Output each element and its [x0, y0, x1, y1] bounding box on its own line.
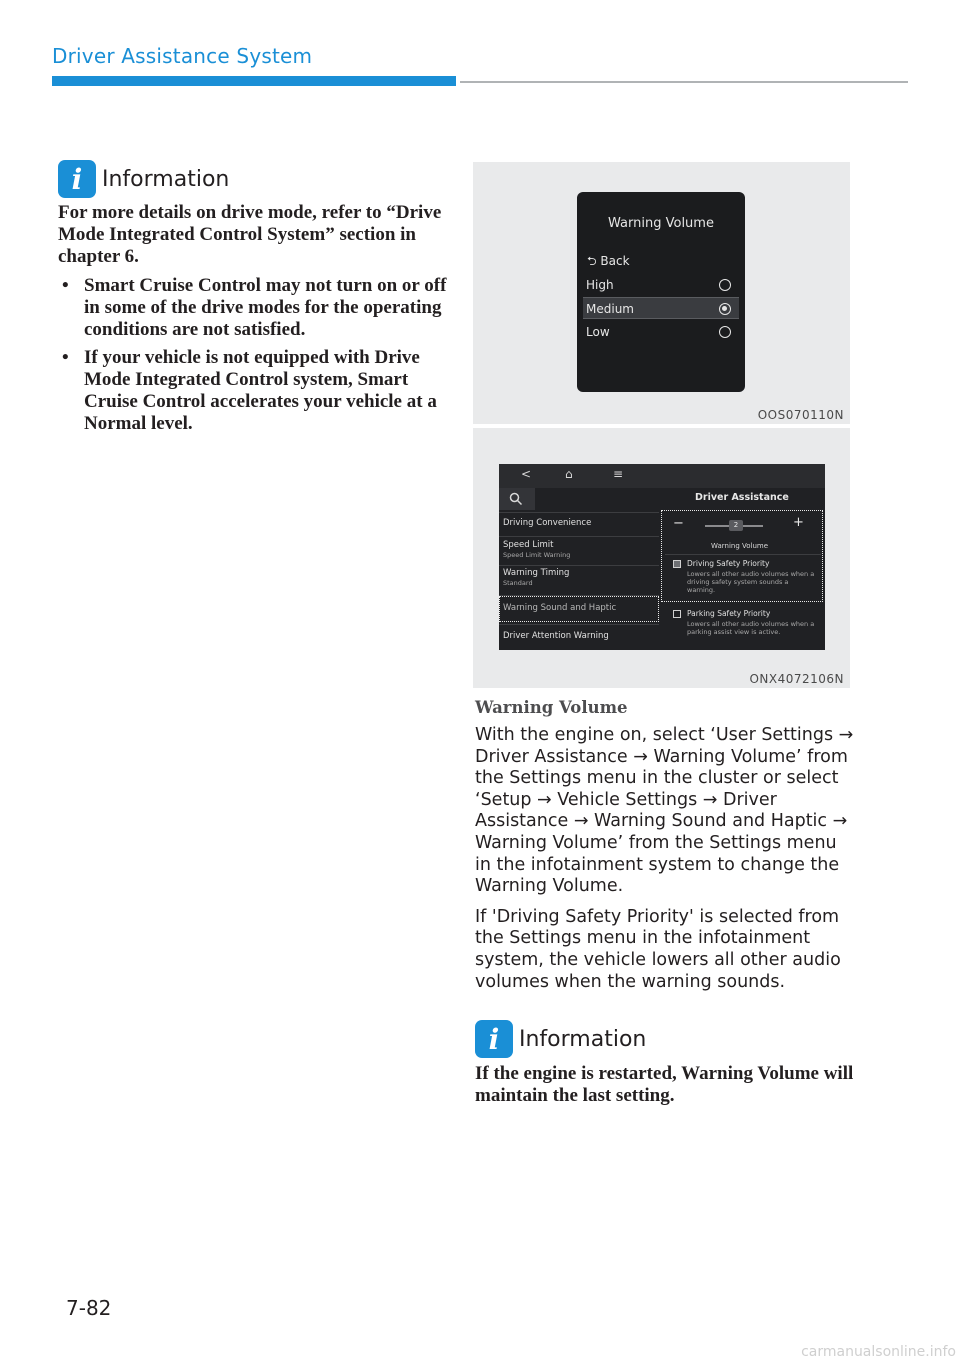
driving-safety-desc: Lowers all other audio volumes when a driving safety system sounds a warning.	[687, 570, 815, 594]
info-bullet-list	[58, 275, 448, 435]
menu-label: Warning Timing	[503, 568, 570, 578]
info-label: Information	[519, 1026, 647, 1052]
volume-value: 2	[729, 520, 743, 531]
list-item	[58, 275, 448, 341]
info-icon: i	[58, 160, 96, 198]
parking-safety-label: Parking Safety Priority	[687, 609, 771, 618]
menu-label: Driving Convenience	[503, 518, 592, 528]
driving-safety-label: Driving Safety Priority	[687, 559, 770, 568]
option-label: High	[586, 278, 614, 292]
header-rule	[460, 81, 908, 83]
bullet-text: If your vehicle is not equipped with Drive Mode Integrated Control system, Smart Cruise Control accelerates your vehicle at a Normal level.	[84, 347, 437, 434]
minus-icon: −	[673, 516, 684, 531]
menu-icon: ≡	[613, 467, 624, 481]
option-medium	[583, 297, 739, 319]
highlight-volume-panel	[661, 510, 823, 602]
plus-icon: +	[793, 515, 804, 530]
checkbox-icon	[673, 610, 681, 618]
figure-code: ONX4072106N	[749, 672, 844, 686]
info-intro: For more details on drive mode, refer to “Drive Mode Integrated Control System” section in chapter 6.	[58, 202, 442, 267]
search-area	[499, 488, 535, 510]
header-accent-bar	[52, 76, 456, 86]
info-text: If the engine is restarted, Warning Volume will maintain the last setting.	[475, 1063, 854, 1106]
menu-label: Speed Limit	[503, 540, 554, 550]
info-heading	[58, 160, 229, 198]
home-icon: ⌂	[565, 467, 573, 481]
info-heading	[475, 1020, 646, 1058]
paragraph: If 'Driving Safety Priority' is selected from the Settings menu in the infotainment system, the vehicle lowers all other audio volumes when the warning sounds.	[475, 906, 841, 992]
menu-item-speed-limit	[503, 540, 570, 559]
volume-label: Warning Volume	[711, 542, 769, 550]
watermark: carmanualsonline.info	[801, 1344, 956, 1360]
infotainment-screen	[499, 464, 825, 650]
bullet-mark: •	[62, 275, 69, 296]
info-icon: i	[475, 1020, 513, 1058]
highlight-warning-sound	[499, 596, 659, 622]
menu-item-driver-attention	[503, 631, 609, 641]
radio-selected-icon	[719, 303, 731, 315]
menu-label: Warning Sound and Haptic	[503, 603, 617, 613]
warning-volume-section	[475, 698, 855, 1002]
screen-title: Driver Assistance	[695, 492, 789, 503]
option-label: Medium	[586, 302, 634, 316]
bullet-mark: •	[62, 347, 69, 368]
info-label: Information	[102, 166, 230, 192]
paragraph: With the engine on, select ‘User Settings → Driver Assistance → Warning Volume’ from the Settings menu in the cluster or select ‘Setup → Vehicle Settings → Driver Assistance → Warning Sound and Haptic → Warning Volume’ from the Settings menu in the infotainment system to change the Warning Volume.	[475, 725, 854, 897]
bullet-text: Smart Cruise Control may not turn on or off in some of the drive modes for the operating conditions are not satisfied.	[84, 275, 447, 340]
menu-label: Driver Attention Warning	[503, 631, 609, 641]
list-item	[58, 347, 448, 435]
screen-title: Warning Volume	[608, 216, 714, 231]
cluster-screen	[577, 192, 745, 392]
divider	[499, 624, 659, 625]
radio-icon	[719, 279, 731, 291]
section-heading: Warning Volume	[475, 698, 628, 717]
divider	[499, 565, 659, 566]
divider	[499, 512, 659, 513]
nav-bar	[499, 464, 825, 488]
menu-item-driving-convenience	[503, 518, 591, 528]
info-box-content	[58, 202, 448, 441]
back-icon: <	[521, 467, 532, 481]
back-button: ⮌ Back	[587, 254, 630, 268]
page-number: 7-82	[66, 1296, 112, 1320]
option-high	[583, 274, 739, 296]
divider	[499, 536, 659, 537]
menu-sublabel: Speed Limit Warning	[503, 551, 571, 559]
section-title: Driver Assistance System	[52, 44, 313, 68]
figure-driver-assistance	[473, 428, 850, 688]
parking-safety-desc: Lowers all other audio volumes when a parking assist view is active.	[687, 620, 815, 636]
figure-code: OOS070110N	[757, 408, 844, 422]
figure-warning-volume	[473, 162, 850, 424]
option-label: Low	[586, 325, 610, 339]
search-icon	[509, 492, 523, 506]
radio-icon	[719, 326, 731, 338]
menu-item-warning-timing	[503, 568, 569, 587]
settings-menu	[499, 512, 659, 650]
menu-sublabel: Standard	[503, 579, 533, 587]
option-low	[583, 321, 739, 343]
